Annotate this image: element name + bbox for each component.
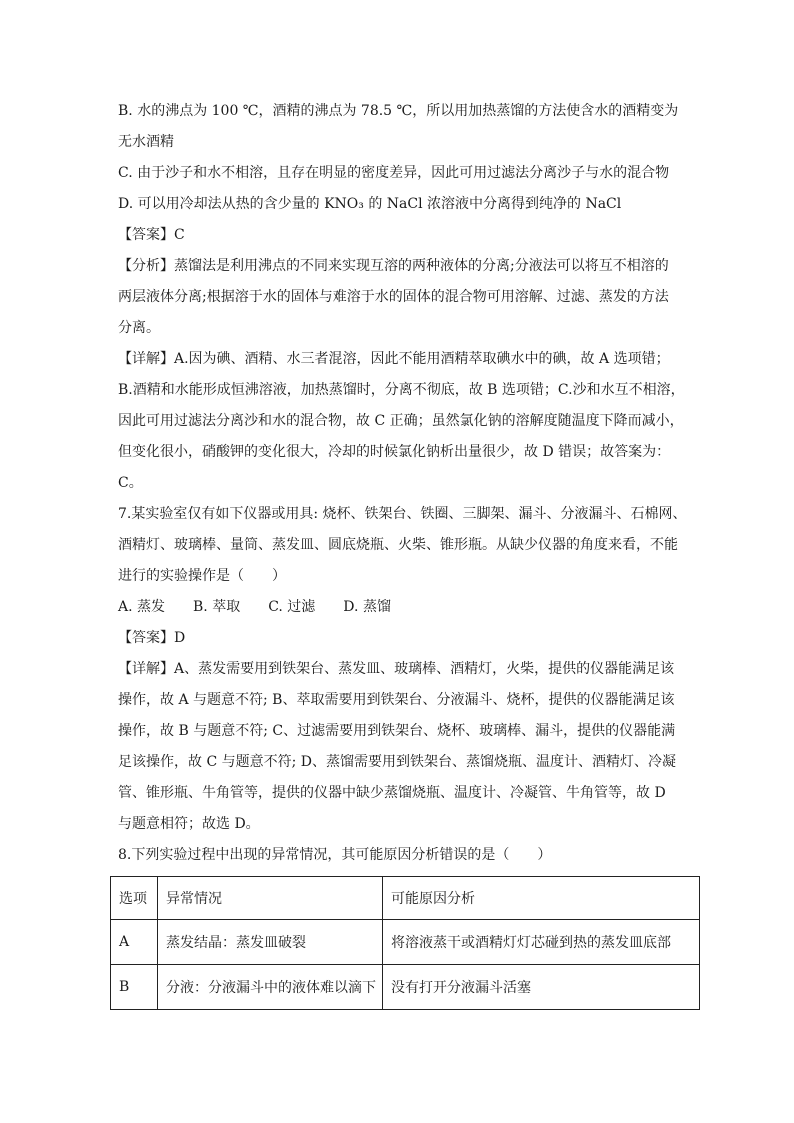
question-7-options: A. 蒸发 B. 萃取 C. 过滤 D. 蒸馏 [118,599,391,615]
detail-7-line-1: 【详解】A、蒸发需要用到铁架台、蒸发皿、玻璃棒、酒精灯，火柴，提供的仪器能满足该 [118,661,675,677]
question-7-line-1: 7.某实验室仅有如下仪器或用具: 烧杯、铁架台、铁圈、三脚架、漏斗、分液漏斗、石棉网、 [118,506,687,522]
table-header-row [111,877,700,920]
cell-abnormal: 蒸发结晶：蒸发皿破裂 [158,920,383,965]
header-cause: 可能原因分析 [383,877,700,920]
analysis-line-2: 两层液体分离;根据溶于水的固体与难溶于水的固体的混合物可用溶解、过滤、蒸发的方法 [118,289,669,305]
page-content [118,96,700,871]
detail-7-line-2: 操作，故 A 与题意不符; B、萃取需要用到铁架台、分液漏斗、烧杯，提供的仪器能满足该 [118,692,675,708]
cell-option: A [111,920,158,965]
detail-7-line-3: 操作，故 B 与题意不符; C、过滤需要用到铁架台、烧杯、玻璃棒、漏斗，提供的仪器能满 [118,723,676,739]
cell-option: B [111,965,158,1010]
detail-7-line-5: 管、锥形瓶、牛角管等，提供的仪器中缺少蒸馏烧瓶、温度计、冷凝管、牛角管等，故 D [118,785,666,801]
option-b-line-2: 无水酒精 [118,134,174,150]
detail-6-line-1: 【详解】A.因为碘、酒精、水三者混溶，因此不能用酒精萃取碘水中的碘，故 A 选项错； [118,351,670,367]
detail-6-line-2: B.酒精和水能形成恒沸溶液，加热蒸馏时，分离不彻底，故 B 选项错；C.沙和水互不相溶， [118,382,685,398]
option-d: D. 可以用冷却法从热的含少量的 KNO₃ 的 NaCl 浓溶液中分离得到纯净的 NaCl [118,196,622,212]
cell-abnormal: 分液：分液漏斗中的液体难以滴下 [158,965,383,1010]
analysis-line-3: 分离。 [118,320,160,336]
analysis-line-1: 【分析】蒸馏法是利用沸点的不同来实现互溶的两种液体的分离;分液法可以将互不相溶的 [118,258,669,274]
detail-6-line-4: 但变化很小，硝酸钾的变化很大，冷却的时候氯化钠析出量很少，故 D 错误；故答案为： [118,444,671,460]
detail-6-line-5: C。 [118,475,143,491]
answer-7: 【答案】D [118,630,186,646]
option-c: C. 由于沙子和水不相溶，且存在明显的密度差异，因此可用过滤法分离沙子与水的混合物 [118,165,670,181]
header-abnormal: 异常情况 [158,877,383,920]
detail-7-line-6: 与题意相符；故选 D。 [118,816,260,832]
table-row [111,920,700,965]
question-8: 8.下列实验过程中出现的异常情况，其可能原因分析错误的是（ ） [118,847,552,863]
question-8-table [110,876,700,1010]
question-7-line-2: 酒精灯、玻璃棒、量筒、蒸发皿、圆底烧瓶、火柴、锥形瓶。从缺少仪器的角度来看，不能 [118,537,678,553]
detail-6-line-3: 因此可用过滤法分离沙和水的混合物，故 C 正确；虽然氯化钠的溶解度随温度下降而减小， [118,413,684,429]
cell-cause: 没有打开分液漏斗活塞 [383,965,700,1010]
table-row [111,965,700,1010]
detail-7-line-4: 足该操作，故 C 与题意不符; D、蒸馏需要用到铁架台、蒸馏烧瓶、温度计、酒精灯、冷凝 [118,754,677,770]
answer-6: 【答案】C [118,227,185,243]
header-option: 选项 [111,877,158,920]
option-b-line-1: B. 水的沸点为 100 ℃，酒精的沸点为 78.5 ℃，所以用加热蒸馏的方法使含水的酒精变为 [118,103,679,119]
cell-cause: 将溶液蒸干或酒精灯灯芯碰到热的蒸发皿底部 [383,920,700,965]
question-7-line-3: 进行的实验操作是（ ） [118,568,286,584]
